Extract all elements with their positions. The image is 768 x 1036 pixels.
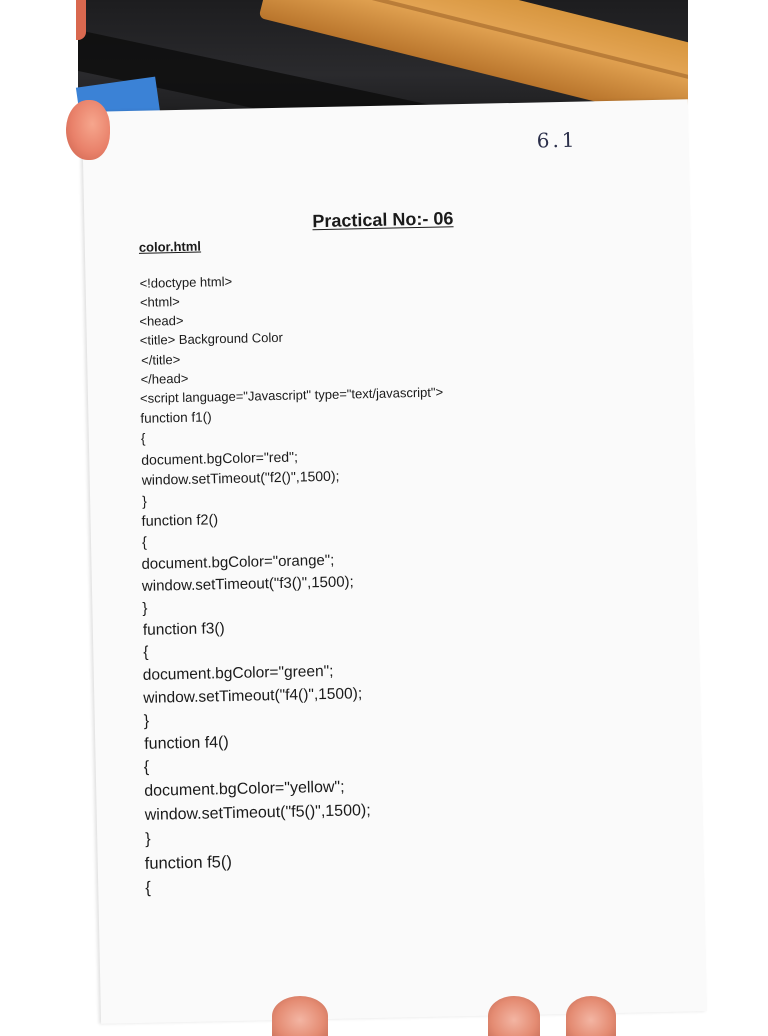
code-line: <!doctype html> [139,273,233,291]
finger-bottom-middle [488,996,540,1036]
code-line: function f1() [140,409,212,426]
code-line: } [141,492,148,509]
code-line: function f5() [144,853,233,873]
code-line: <head> [139,312,184,329]
background-left [0,0,80,1024]
code-line: { [140,430,146,446]
code-line: <title> Background Color [139,329,284,348]
code-line: function f4() [144,734,229,753]
code-line: { [141,534,148,551]
code-line: { [145,878,151,897]
code-line: document.bgColor="yellow"; [144,778,345,800]
finger-bottom-left [272,996,328,1036]
code-line: document.bgColor="green"; [142,662,334,684]
code-line: </head> [140,370,189,387]
code-line: window.setTimeout("f3()",1500); [141,573,354,595]
handwritten-page-number: 6.1 [536,127,578,153]
code-line: { [143,758,150,776]
finger-bottom-right [566,996,616,1036]
code-line: function f3() [142,620,225,639]
code-line: window.setTimeout("f2()",1500); [141,467,340,488]
code-line: <html> [139,293,180,310]
finger-holding-page [66,100,110,160]
finger-top-edge [76,0,86,40]
code-line: window.setTimeout("f4()",1500); [143,685,363,707]
practical-title: Practical No:- 06 [312,208,454,232]
code-line: <script language="Javascript" type="text/javascript"> [139,384,444,406]
code-line: } [143,712,150,730]
file-name-heading: color.html [138,238,202,255]
code-line: } [142,599,148,617]
code-line: { [143,643,149,661]
code-line: </title> [141,351,181,368]
code-line: } [145,830,151,848]
document-page [82,99,707,1023]
code-line: function f2() [141,512,219,530]
code-line: document.bgColor="orange"; [141,551,335,573]
code-line: document.bgColor="red"; [141,448,299,468]
code-line: window.setTimeout("f5()",1500); [144,802,371,824]
